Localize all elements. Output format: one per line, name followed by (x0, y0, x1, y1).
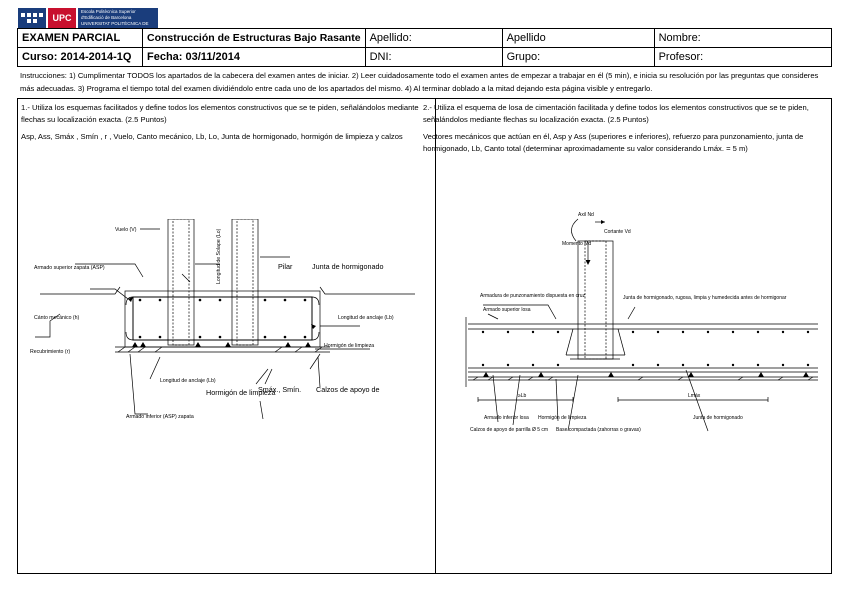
label-smax: Smáx., Smín. (258, 385, 302, 394)
apellido2-field[interactable]: Apellido (502, 29, 654, 48)
course-title: Construcción de Estructuras Bajo Rasante (143, 29, 366, 48)
logo-text: Escola Politècnica Superior d'Edificació de Barcelona UNIVERSITAT POLITÈCNICA DE CATALUNYA (78, 8, 158, 28)
label-junta-top: Junta de hormigonado, rugosa, limpia y humedecida antes de hormigonar (623, 295, 787, 301)
dni-field[interactable]: DNI: (365, 48, 502, 67)
column-divider (435, 99, 436, 573)
label-armado-sup: Armado superior zapata (ASP) (34, 265, 105, 271)
label-limpieza-right: Hormigón de limpieza (324, 343, 375, 349)
label-hormigon-limpieza: Hormigón de limpieza (206, 388, 276, 397)
q2-items: Vectores mecánicos que actúan en él, Asp y Ass (superiores e inferiores), refuerzo para punzonamiento, junta de hormigonado, Lb, Canto total (determinar aproximadamente su valor considerando Lmáx. = 5 m) (423, 132, 804, 153)
label-recubrimiento: Recubrimiento (r) (30, 349, 71, 355)
fecha: Fecha: 03/11/2014 (143, 48, 366, 67)
exam-type: EXAMEN PARCIAL (18, 29, 143, 48)
label-calzos-losa: Calzos de apoyo de parrilla Ø 5 cm (470, 427, 549, 433)
epseb-logo-icon: UPC (48, 8, 76, 28)
label-anclaje-right: Longitud de anclaje (Lb) (338, 315, 394, 321)
profesor-field[interactable]: Profesor: (654, 48, 831, 67)
apellido1-field[interactable]: Apellido: (365, 29, 502, 48)
questions-frame (17, 98, 832, 574)
label-punzonamiento: Armadura de punzonamiento dispuesta en cruz (480, 293, 586, 299)
q1-prompt: 1.- Utiliza los esquemas facilitados y define todos los elementos constructivos que se te piden, señalándolos mediante flechas su localización exacta. (2.5 Puntos) (21, 103, 419, 124)
label-base: Base compactada (zahorras o gravas) (556, 427, 641, 433)
q1-items: Asp, Ass, Smáx , Smín , r , Vuelo, Canto mecánico, Lb, Lo, Junta de hormigonado, hormigón de limpieza y calzos (21, 132, 403, 141)
nombre-field[interactable]: Nombre: (654, 29, 831, 48)
question-1 (21, 102, 421, 148)
label-vuelo: Vuelo (V) (115, 227, 137, 233)
label-dim-lmax: Lmáx (688, 393, 701, 399)
label-cortante: Cortante Vd (604, 229, 631, 235)
grupo-field[interactable]: Grupo: (502, 48, 654, 67)
instructions: Instrucciones: 1) Cumplimentar TODOS los apartados de la cabecera del examen antes de iniciar. 2) Leer cuidadosamente todo el examen antes de empezar a trabajar en él (5 min), e inicia su resolución por las preguntas que consideres más adecuadas. 3) Programa el tiempo total del examen dividiéndolo entre cada uno de los apartados del mismo. 4) Al terminar doblado a la mitad dejando esta página visible y entregarlo. (20, 71, 819, 93)
label-axil: Axil Nd (578, 212, 594, 218)
exam-header (17, 28, 832, 67)
label-armado-inf-losa: Armado inferior losa (484, 415, 529, 421)
label-junta: Junta de hormigonado (312, 262, 384, 271)
slab-drawing (438, 207, 830, 457)
label-solape: Longitud de Solape (Lo) (216, 228, 222, 284)
label-calzos: Calzos de apoyo de (316, 385, 380, 394)
label-armado-inf: Armado inferior (ASP) zapata (126, 414, 194, 420)
school-logo (18, 8, 158, 32)
label-momento: Momento Md (562, 241, 592, 247)
label-limpieza: Hormigón de limpieza (538, 415, 587, 421)
label-junta-bottom: Junta de hormigonado (693, 415, 743, 421)
curso: Curso: 2014-2014-1Q (18, 48, 143, 67)
upc-logo-icon (18, 8, 46, 28)
label-anclaje-bottom: Longitud de anclaje (Lb) (160, 378, 216, 384)
label-pilar: Pilar (278, 262, 293, 271)
label-armado-sup-losa: Armado superior losa (483, 307, 531, 313)
label-canto: Cánto mecánico (h) (34, 315, 80, 321)
question-2 (423, 102, 828, 160)
label-dim-lb: ≥Lb (518, 393, 527, 399)
footing-drawing (20, 219, 432, 449)
q2-prompt: 2.- Utiliza el esquema de losa de cimentación facilitada y define todos los elementos constructivos que se te piden, señalándolos mediante flechas su localización exacta. (2.5 Puntos) (423, 103, 809, 124)
